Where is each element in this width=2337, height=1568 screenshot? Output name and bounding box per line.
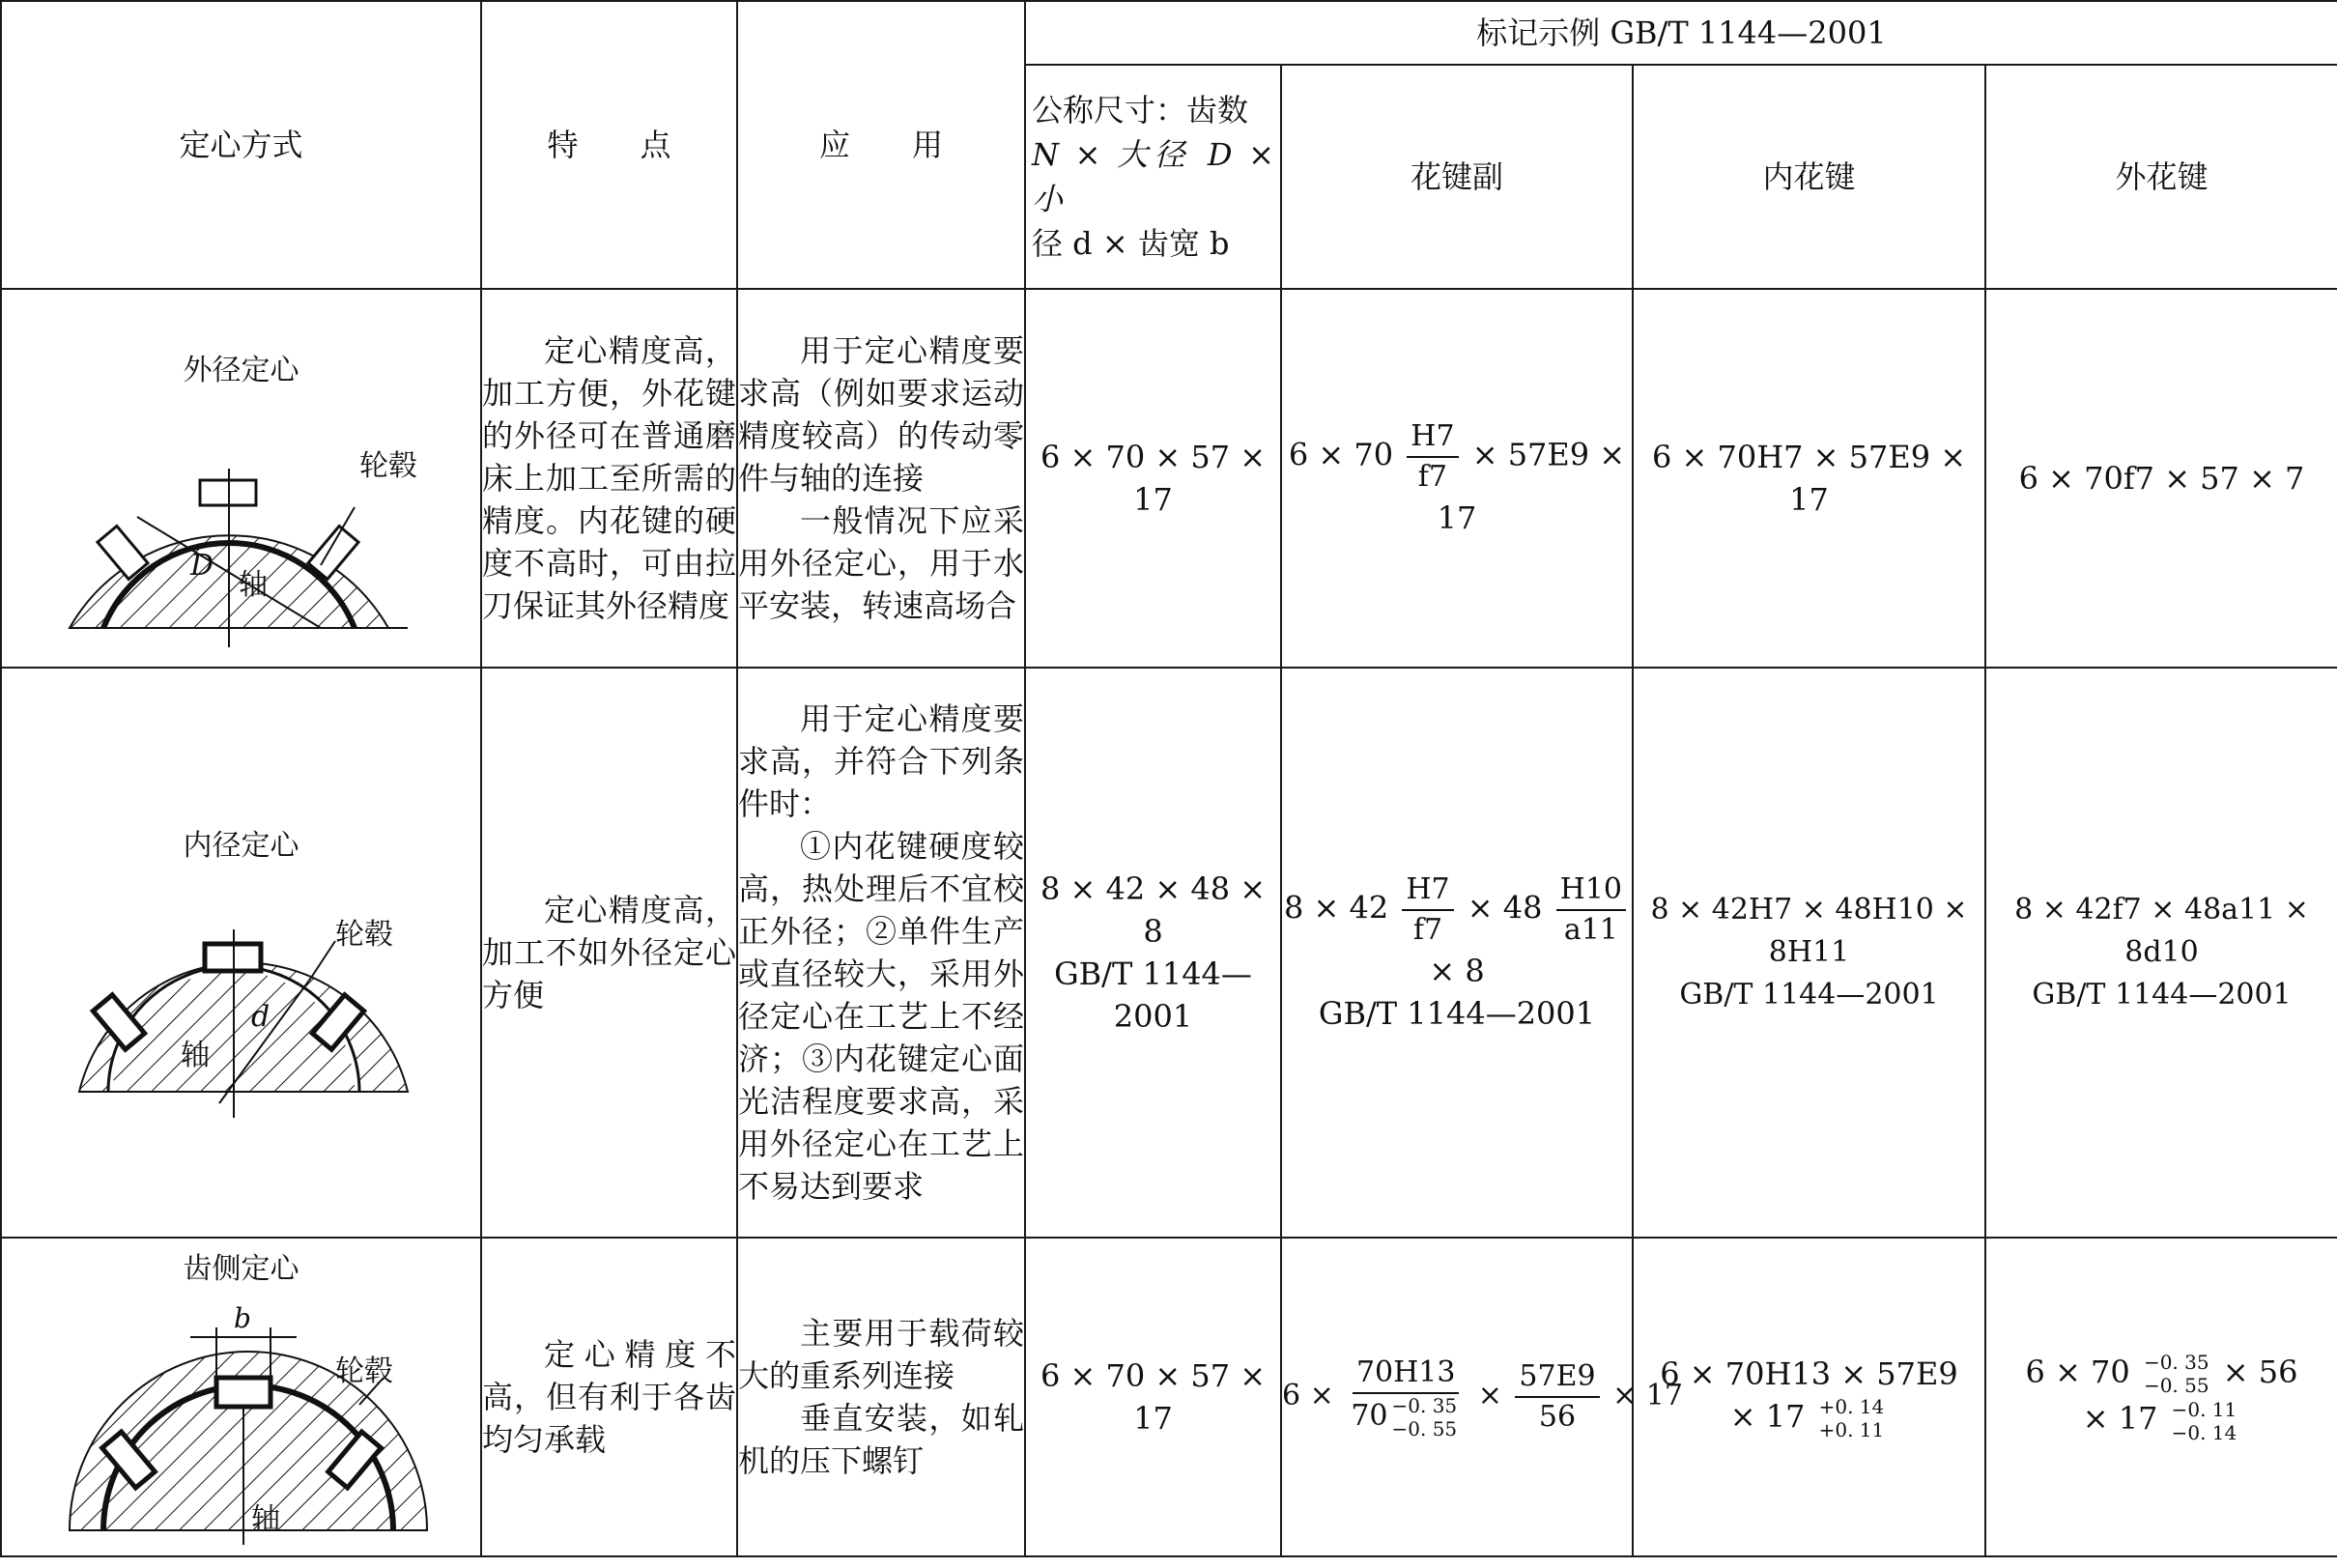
table-row <box>1 668 2337 1238</box>
pair-prefix: 8 × 42 <box>1283 889 1389 927</box>
application-cell-side <box>737 1238 1025 1556</box>
internal-spline-side <box>1633 1238 1985 1556</box>
pair-prefix: 6 × <box>1282 1379 1334 1412</box>
external-line-2: × 17 <box>2082 1400 2158 1437</box>
fit-fraction-2 <box>1515 1357 1599 1437</box>
feature-cell-outer <box>481 289 737 668</box>
method-cell-inner <box>1 668 481 1238</box>
method-cell-outer <box>1 289 481 668</box>
feature-text: 定心精度高，加工方便，外花键的外径可在普通磨床上加工至所需的精度。内花键的硬度不高时，可由拉刀保证其外径精度 <box>482 332 736 624</box>
internal-spline-outer: 6 × 70H7 × 57E9 × 17 <box>1633 289 1985 668</box>
method-title-outer: 外径定心 <box>183 354 299 387</box>
fit-fraction-2 <box>1556 870 1626 950</box>
feature-text: 定心精度高，加工不如外径定心方便 <box>482 892 736 1013</box>
header-feature: 特 点 <box>481 1 737 289</box>
fit-numerator: H7 <box>1402 870 1453 911</box>
fit-numerator: H7 <box>1407 417 1458 458</box>
spline-pair-outer <box>1281 289 1633 668</box>
internal-line-1: 8 × 42H7 × 48H10 × 8H11 <box>1650 893 1968 969</box>
header-nominal-line-3: 径 d × 齿宽 b <box>1032 225 1230 262</box>
header-spline-pair: 花键副 <box>1281 65 1633 289</box>
application-text-1: 用于定心精度要求高（例如要求运动精度较高）的传动零件与轴的连接 <box>738 332 1024 497</box>
method-cell-side <box>1 1238 481 1556</box>
dim-b-label: b <box>234 1302 251 1334</box>
nominal-line-1: 8 × 42 × 48 × 8 <box>1040 870 1267 950</box>
upper-deviation: +0. 14 <box>1818 1395 1885 1419</box>
shaft-label: 轴 <box>181 1039 210 1072</box>
header-internal-spline: 内花键 <box>1633 65 1985 289</box>
lower-deviation: +0. 11 <box>1818 1418 1885 1442</box>
feature-cell-side <box>481 1238 737 1556</box>
method-title-side: 齿侧定心 <box>183 1252 299 1286</box>
table-row <box>1 1238 2337 1556</box>
fit-numerator: 57E9 <box>1515 1357 1599 1398</box>
lower-deviation: −0. 55 <box>2143 1374 2209 1397</box>
header-nominal-size <box>1025 65 1281 289</box>
nominal-line-2: GB/T 1144—2001 <box>1054 955 1252 1035</box>
fit-fraction <box>1407 417 1458 497</box>
application-text-1: 主要用于载荷较大的重系列连接 <box>738 1315 1024 1394</box>
external-spline-inner <box>1985 668 2337 1238</box>
hub-label: 轮毂 <box>335 1354 393 1388</box>
fit-numerator: 70H13 <box>1353 1354 1460 1394</box>
hub-label: 轮毂 <box>359 449 417 483</box>
external-line-1: 8 × 42f7 × 48a11 × 8d10 <box>2014 893 2309 969</box>
feature-text: 定心精度不高，但有利于各齿均匀承载 <box>482 1336 736 1458</box>
header-nominal-line-1: 公称尺寸：齿数 <box>1032 92 1249 128</box>
spline-pair-side <box>1281 1238 1683 1556</box>
shaft-label: 轴 <box>251 1502 280 1536</box>
nominal-size-side: 6 × 70 × 57 × 17 <box>1025 1238 1281 1556</box>
fit-denominator: f7 <box>1417 460 1447 494</box>
den-base: 70 <box>1351 1399 1388 1433</box>
inner-diameter-centering-diagram <box>2 871 482 1123</box>
shaft-label: 轴 <box>239 568 268 602</box>
upper-deviation: −0. 11 <box>2171 1397 2237 1421</box>
dim-d-label: d <box>251 1000 271 1034</box>
application-text-2: 一般情况下应采用外径定心，用于水平安装，转速高场合 <box>738 502 1024 624</box>
pair-standard: GB/T 1144—2001 <box>1318 995 1596 1032</box>
application-text-2: 垂直安装，如轧机的压下螺钉 <box>738 1400 1024 1479</box>
lower-deviation: −0. 14 <box>2171 1420 2237 1444</box>
application-cell-outer <box>737 289 1025 668</box>
fit-fraction-1 <box>1402 870 1453 950</box>
application-text-1: 用于定心精度要求高，并符合下列条件时： <box>738 700 1024 822</box>
pair-suffix: × 17 <box>1612 1379 1683 1412</box>
nominal-size-outer: 6 × 70 × 57 × 17 <box>1025 289 1281 668</box>
fit-fraction-1 <box>1347 1354 1465 1440</box>
pair-suffix: × 57E9 × 17 <box>1437 436 1626 536</box>
spline-pair-inner <box>1281 668 1633 1238</box>
internal-line-1: 6 × 70H13 × 57E9 <box>1660 1354 1958 1392</box>
application-text-2: ①内花键硬度较高，热处理后不宜校正外径；②单件生产或直径较大，采用外径定心在工艺上不经济；③内花键定心面光洁程度要求高，采用外径定心在工艺上不易达到要求 <box>738 828 1024 1205</box>
hub-label: 轮毂 <box>335 918 393 952</box>
application-cell-inner <box>737 668 1025 1238</box>
external-spline-side <box>1985 1238 2337 1556</box>
header-external-spline: 外花键 <box>1985 65 2337 289</box>
internal-line-2: × 17 <box>1729 1397 1806 1435</box>
method-title-inner: 内径定心 <box>183 829 299 863</box>
header-nominal-line-2: N × 大径 D × 小 <box>1032 136 1274 217</box>
fit-denominator: a11 <box>1563 913 1618 947</box>
tooth-side-centering-diagram <box>2 1289 482 1550</box>
fit-numerator: H10 <box>1556 870 1626 911</box>
external-prefix: 6 × 70 <box>2025 1353 2130 1390</box>
fit-denominator <box>1347 1394 1465 1440</box>
outer-diameter-centering-diagram <box>2 401 482 652</box>
external-middle: × 56 <box>2222 1353 2298 1390</box>
pair-suffix: × 8 <box>1429 953 1485 989</box>
fit-denominator: 56 <box>1538 1400 1577 1434</box>
nominal-size-inner <box>1025 668 1281 1238</box>
internal-line-2: GB/T 1144—2001 <box>1679 978 1939 1012</box>
internal-spline-inner <box>1633 668 1985 1238</box>
table-row <box>1 289 2337 668</box>
upper-deviation: −0. 35 <box>1391 1394 1458 1417</box>
header-marking-example: 标记示例 GB/T 1144—2001 <box>1025 1 2337 65</box>
pair-middle: × 48 <box>1467 889 1543 927</box>
external-line-2: GB/T 1144—2001 <box>2032 978 2292 1012</box>
pair-middle: × <box>1477 1379 1502 1412</box>
lower-deviation: −0. 55 <box>1391 1417 1458 1440</box>
fit-denominator: f7 <box>1412 913 1443 947</box>
dim-D-label: D <box>190 549 214 583</box>
header-application: 应 用 <box>737 1 1025 289</box>
header-method: 定心方式 <box>1 1 481 289</box>
external-spline-outer: 6 × 70f7 × 57 × 7 <box>1985 289 2337 668</box>
pair-prefix: 6 × 70 <box>1288 436 1394 473</box>
upper-deviation: −0. 35 <box>2143 1351 2209 1374</box>
feature-cell-inner <box>481 668 737 1238</box>
